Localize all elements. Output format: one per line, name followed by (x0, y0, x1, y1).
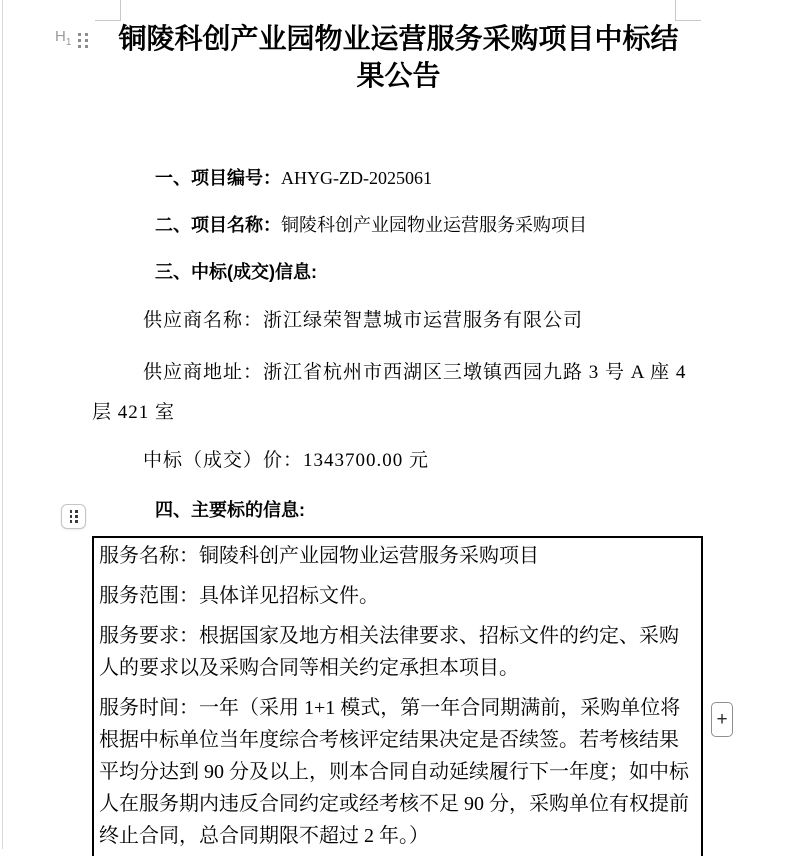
table-block-drag-handle[interactable] (61, 504, 86, 529)
table-row-service-scope: 服务范围：具体详见招标文件。 (99, 585, 379, 607)
project-name-value: 铜陵科创产业园物业运营服务采购项目 (281, 215, 587, 235)
para-award-info-heading (92, 259, 705, 285)
heading-1-icon[interactable] (55, 27, 71, 53)
title-block-controls (55, 27, 88, 53)
table-row-service-name: 服务名称：铜陵科创产业园物业运营服务采购项目 (99, 545, 539, 567)
para-project-name (92, 212, 705, 238)
subject-info-heading-label: 四、主要标的信息: (155, 500, 305, 520)
page-left-edge-line (2, 0, 3, 849)
table-row-service-period: 服务时间：一年（采用 1+1 模式，第一年合同期满前，采购单位将根据中标单位当年度综合考核评定结果决定是否续签。若考核结果平均分达到 90 分及以上，则本合同自动延续履行下一年度；如中标人在服务期内违反合同约定或经考核不足 90 分，采购单位有权提前终止合同，总合同期限不超过 2 年。） (99, 697, 689, 847)
para-project-number (92, 165, 705, 191)
drag-handle-icon[interactable] (78, 33, 88, 48)
add-block-button[interactable]: + (711, 702, 733, 737)
para-supplier-name: 供应商名称：浙江绿荣智慧城市运营服务有限公司 (143, 310, 584, 331)
document-page (92, 0, 705, 856)
heading-badge-letter: H (55, 28, 66, 45)
award-info-heading-label: 三、中标(成交)信息: (155, 262, 317, 282)
project-number-label: 一、项目编号： (155, 168, 281, 188)
table-row-service-requirements: 服务要求：根据国家及地方相关法律要求、招标文件的约定、采购人的要求以及采购合同等相关约定承担本项目。 (99, 625, 679, 679)
document-title: 铜陵科创产业园物业运营服务采购项目中标结果公告 (118, 24, 679, 92)
drag-handle-icon (70, 510, 78, 523)
project-name-label: 二、项目名称： (155, 215, 281, 235)
heading-badge-level: 1 (65, 37, 72, 48)
para-supplier-address: 供应商地址：浙江省杭州市西湖区三墩镇西园九路 3 号 A 座 4 层 421 室 (92, 362, 687, 423)
para-award-price: 中标（成交）价：1343700.00 元 (143, 450, 430, 471)
project-number-value: AHYG-ZD-2025061 (281, 168, 432, 188)
subject-info-table (92, 536, 703, 856)
para-subject-info-heading (92, 497, 705, 523)
